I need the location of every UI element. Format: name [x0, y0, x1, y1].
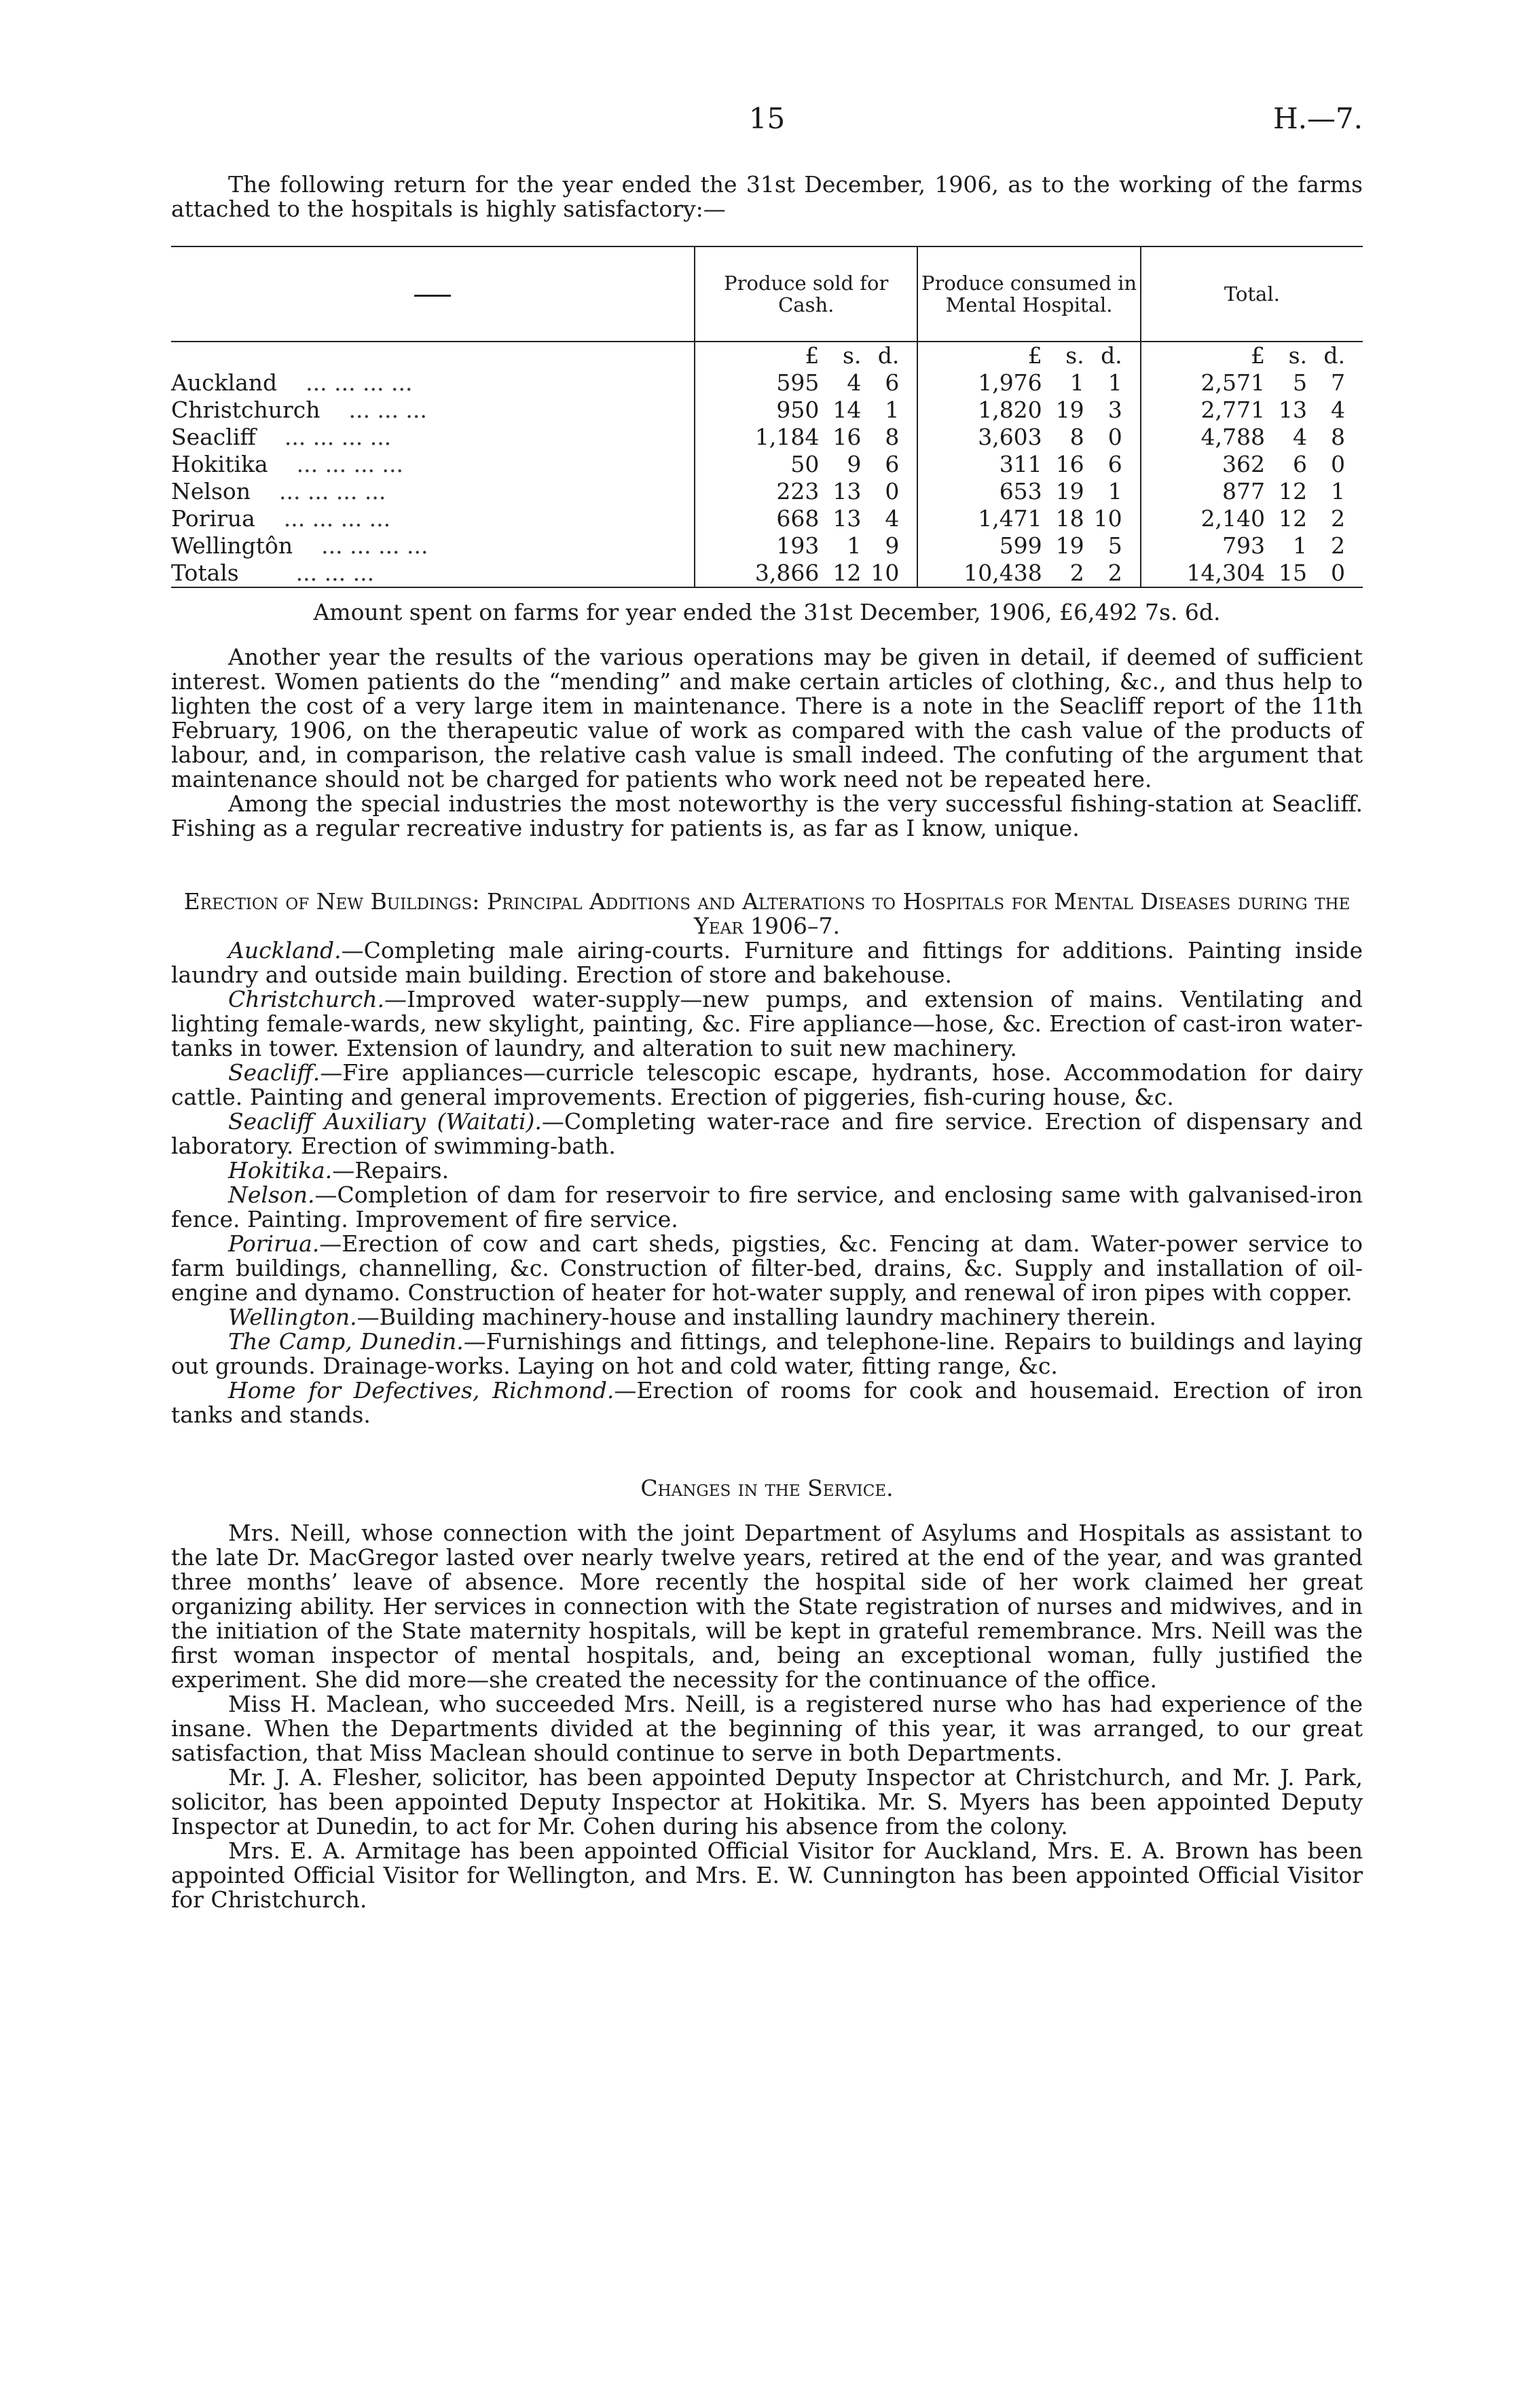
- cell-pounds: 14,304: [1186, 560, 1265, 586]
- cell-pounds: 3,866: [754, 560, 820, 586]
- erection-item: [171, 987, 1363, 1061]
- table-row: [171, 478, 1363, 505]
- unit-pounds: £: [1027, 342, 1042, 369]
- cell-pence: 0: [885, 478, 900, 505]
- cell-shillings: 19: [1055, 478, 1084, 505]
- leader-dots: ... ... ...: [295, 560, 375, 586]
- erection-place: Christchurch.: [228, 986, 385, 1012]
- col-header-total: Total.: [1141, 246, 1363, 342]
- cell-pounds: 10,438: [964, 560, 1042, 586]
- leader-dots: ... ... ... ...: [306, 369, 413, 396]
- cell-pounds: 3,603: [978, 424, 1042, 450]
- leader-dots: ... ... ... ...: [296, 451, 404, 477]
- erection-item: [171, 1232, 1363, 1305]
- erection-item: [171, 1110, 1363, 1158]
- erection-place: Wellington.: [228, 1304, 357, 1330]
- cell-pounds: 2,571: [1200, 369, 1265, 396]
- row-name: Porirua: [171, 505, 255, 532]
- cell-shillings: 9: [847, 451, 862, 477]
- table-row: [171, 369, 1363, 397]
- cell-shillings: 15: [1279, 560, 1307, 586]
- changes-paragraph: Mrs. E. A. Armitage has been appointed Official Visitor for Auckland, Mrs. E. A. Brown has been appointed Official Visitor for Wellington, and Mrs. E. W. Cunnington has been appointed Official Visitor for Christchurch.: [171, 1837, 1363, 1913]
- cell-shillings: 1: [1069, 369, 1084, 396]
- cell-pence: 4: [885, 505, 900, 532]
- intro-paragraph: The following return for the year ended the 31st December, 1906, as to the working of the farms attached to the hospitals is highly satisfactory:—: [171, 171, 1363, 222]
- cell-pence: 8: [885, 424, 900, 450]
- cell-pounds: 653: [999, 478, 1042, 505]
- cell-shillings: 16: [832, 424, 862, 450]
- cell-shillings: 1: [1293, 532, 1307, 559]
- cell-pounds: 1,820: [978, 397, 1042, 423]
- unit-shillings: s.: [1065, 342, 1084, 369]
- changes-paragraph: Mr. J. A. Flesher, solicitor, has been appointed Deputy Inspector at Christchurch, and Mr. J. Park, solicitor, has been appointed Deputy Inspector at Hokitika. Mr. S. Myers has been appointed Deputy Inspector at Dunedin, to act for Mr. Cohen during his absence from the colony.: [171, 1764, 1363, 1839]
- erection-place: Auckland.: [228, 937, 342, 964]
- cell-shillings: 13: [832, 478, 862, 505]
- header-dash: [414, 295, 451, 297]
- cell-pounds: 793: [1222, 532, 1265, 559]
- erection-text: —Completing water-race and fire service. Erection of dispensary and laboratory. Erection of swimming-bath.: [171, 1108, 1363, 1159]
- cell-pence: 10: [870, 560, 900, 586]
- row-name: Hokitika: [171, 451, 268, 477]
- cell-pence: 9: [885, 532, 900, 559]
- changes-paragraph: Mrs. Neill, whose connection with the joint Department of Asylums and Hospitals as assistant to the late Dr. MacGregor lasted over nearly twelve years, retired at the end of the year, and was granted three months’ leave of absence. More recently the hospital side of her work claimed her great organizing ability. Her services in connection with the State registration of nurses and midwives, and in the initiation of the State maternity hospitals, will be kept in grateful remembrance. Mrs. Neill was the first woman inspector of mental hospitals, and, being an exceptional woman, fully justified the experiment. She did more—she created the necessity for the continuance of the office.: [171, 1520, 1363, 1693]
- cell-pence: 0: [1107, 424, 1122, 450]
- cell-pence: 2: [1107, 560, 1122, 586]
- row-name: Wellingtôn: [171, 532, 293, 559]
- cell-shillings: 13: [1279, 397, 1307, 423]
- table-row: [171, 532, 1363, 560]
- unit-pounds: £: [805, 342, 820, 369]
- document-reference: H.—7.: [1272, 102, 1363, 135]
- cell-pence: 2: [1331, 505, 1345, 532]
- totals-row: [171, 560, 1363, 587]
- unit-shillings: s.: [1288, 342, 1307, 369]
- unit-pounds: £: [1251, 342, 1265, 369]
- document-page: [171, 102, 1363, 1912]
- cell-shillings: 14: [832, 397, 862, 423]
- changes-paragraph: Miss H. Maclean, who succeeded Mrs. Neill, is a registered nurse who has had experience of the insane. When the Departments divided at the beginning of this year, it was arranged, to our great satisfaction, that Miss Maclean should continue to serve in both Departments.: [171, 1691, 1363, 1766]
- cell-pounds: 1,184: [754, 424, 820, 450]
- unit-shillings: s.: [842, 342, 862, 369]
- cell-pence: 1: [885, 397, 900, 423]
- cell-pounds: 362: [1222, 451, 1265, 477]
- erection-item: [171, 1183, 1363, 1232]
- cell-shillings: 18: [1055, 505, 1084, 532]
- col-header-produce-sold: Produce sold for Cash.: [695, 246, 917, 342]
- cell-pounds: 668: [776, 505, 820, 532]
- table-header-blank: [171, 246, 695, 342]
- cell-pence: 6: [885, 451, 900, 477]
- cell-shillings: 12: [1279, 505, 1307, 532]
- cell-pounds: 1,471: [978, 505, 1042, 532]
- erection-place: Nelson.: [228, 1181, 315, 1208]
- erection-text: —Erection of cow and cart sheds, pigsties, &c. Fencing at dam. Water-power service to farm buildings, channelling, &c. Construction of filter-bed, drains, &c. Supply and installation of oil-engine and dynamo. Construction of heater for hot-water supply, and renewal of iron pipes with copper.: [171, 1230, 1363, 1306]
- cell-shillings: 4: [1293, 424, 1307, 450]
- cell-pence: 4: [1331, 397, 1345, 423]
- row-name: Auckland: [171, 369, 278, 396]
- erection-text: —Completing male airing-courts. Furniture and fittings for additions. Painting inside laundry and outside main building. Erection of store and bakehouse.: [171, 937, 1363, 988]
- cell-pounds: 311: [999, 451, 1042, 477]
- table-row: [171, 397, 1363, 424]
- cell-pence: 2: [1331, 532, 1345, 559]
- erection-text: —Erection of rooms for cook and housemaid. Erection of iron tanks and stands.: [171, 1377, 1363, 1428]
- cell-pounds: 2,771: [1200, 397, 1265, 423]
- cell-pounds: 223: [776, 478, 820, 505]
- cell-shillings: 5: [1293, 369, 1307, 396]
- row-name: Seacliff: [171, 424, 256, 450]
- cell-shillings: 13: [832, 505, 862, 532]
- leader-dots: ... ... ... ...: [321, 532, 428, 559]
- changes-list: [171, 1521, 1363, 1912]
- totals-label: Totals: [171, 560, 239, 586]
- erection-text: —Completion of dam for reservoir to fire service, and enclosing same with galvanised-iron fence. Painting. Improvement of fire service.: [171, 1181, 1363, 1232]
- erection-place: Porirua.: [228, 1230, 320, 1257]
- leader-dots: ... ... ... ...: [283, 505, 391, 532]
- leader-dots: ... ... ... ...: [284, 424, 392, 450]
- farm-rows: [171, 369, 1363, 560]
- table-row: [171, 505, 1363, 532]
- cell-shillings: 12: [1279, 478, 1307, 505]
- cell-pounds: 950: [776, 397, 820, 423]
- table-row: [171, 451, 1363, 478]
- erection-item: [171, 1378, 1363, 1427]
- cell-shillings: 19: [1055, 532, 1084, 559]
- cell-pence: 7: [1331, 369, 1345, 396]
- row-name: Nelson: [171, 478, 251, 505]
- cell-pence: 1: [1107, 478, 1122, 505]
- cell-shillings: 12: [832, 560, 862, 586]
- cell-pounds: 193: [776, 532, 820, 559]
- cell-pounds: 599: [999, 532, 1042, 559]
- cell-shillings: 19: [1055, 397, 1084, 423]
- unit-pence: d.: [1323, 342, 1345, 369]
- cell-pounds: 595: [776, 369, 820, 396]
- unit-pence: d.: [1101, 342, 1122, 369]
- amount-spent: Amount spent on farms for year ended the 31st December, 1906, £6,492 7s. 6d.: [313, 599, 1221, 625]
- cell-shillings: 6: [1293, 451, 1307, 477]
- farm-returns-table: [171, 246, 1363, 588]
- page-header: [171, 102, 1363, 149]
- cell-pence: 5: [1107, 532, 1122, 559]
- cell-pence: 1: [1107, 369, 1122, 396]
- erection-place: Seacliff Auxiliary (Waitati).: [228, 1108, 542, 1135]
- erection-heading: Erection of New Buildings: Principal Additions and Alterations to Hospitals for Mental Diseases during the Year 1906–7.: [183, 888, 1351, 939]
- col-header-produce-consumed: Produce consumed in Mental Hospital.: [917, 246, 1140, 342]
- cell-pounds: 2,140: [1200, 505, 1265, 532]
- page-number: 15: [748, 102, 786, 135]
- cell-pence: 0: [1331, 451, 1345, 477]
- cell-pence: 1: [1331, 478, 1345, 505]
- row-name: Christchurch: [171, 397, 320, 423]
- cell-pence: 10: [1093, 505, 1122, 532]
- paragraph-special-industries: Among the special industries the most noteworthy is the very successful fishing-station at Seacliff. Fishing as a regular recreative industry for patients is, as far as I know, unique.: [171, 790, 1363, 841]
- erection-text: —Building machinery-house and installing laundry machinery therein.: [356, 1304, 1156, 1330]
- cell-pounds: 877: [1222, 478, 1265, 505]
- erection-text: —Improved water-supply—new pumps, and extension of mains. Ventilating and lighting female-wards, new skylight, painting, &c. Fire appliance—hose, &c. Erection of cast-iron water-tanks in tower. Extension of laundry, and alteration to suit new machinery.: [171, 986, 1363, 1061]
- changes-heading: Changes in the Service.: [640, 1475, 894, 1501]
- cell-pounds: 50: [790, 451, 820, 477]
- erection-place: Hokitika.: [228, 1157, 333, 1184]
- erection-list: [171, 938, 1363, 1427]
- leader-dots: ... ... ...: [348, 397, 427, 423]
- erection-item: [171, 1305, 1363, 1330]
- leader-dots: ... ... ... ...: [278, 478, 386, 505]
- paragraph-another-year: Another year the results of the various operations may be given in detail, if deemed of sufficient interest. Women patients do the “mending” and make certain articles of clothing, &c., and thus help to lighten the cost of a very large item in maintenance. There is a note in the Seacliff report of the 11th February, 1906, on the therapeutic value of work as compared with the cash value of the products of labour, and, in comparison, the relative cash value is small indeed. The confuting of the argument that maintenance should not be charged for patients who work need not be repeated here.: [171, 644, 1363, 792]
- cell-pounds: 1,976: [978, 369, 1042, 396]
- cell-pence: 8: [1331, 424, 1345, 450]
- erection-item: [171, 1158, 1363, 1183]
- erection-place: Home for Defectives, Richmond.: [228, 1377, 615, 1404]
- cell-pence: 6: [1107, 451, 1122, 477]
- table-row: [171, 424, 1363, 451]
- units-row: [171, 342, 1363, 369]
- cell-shillings: 2: [1069, 560, 1084, 586]
- cell-pence: 0: [1331, 560, 1345, 586]
- erection-text: —Furnishings and fittings, and telephone-line. Repairs to buildings and laying out grounds. Drainage-works. Laying on hot and cold water, fitting range, &c.: [171, 1328, 1363, 1379]
- cell-shillings: 4: [847, 369, 862, 396]
- erection-text: —Repairs.: [332, 1157, 450, 1184]
- cell-shillings: 1: [847, 532, 862, 559]
- erection-text: —Fire appliances—curricle telescopic escape, hydrants, hose. Accommodation for dairy cattle. Painting and general improvements. Erection of piggeries, fish-curing house, &c.: [171, 1059, 1363, 1110]
- units-blank: [171, 342, 695, 369]
- cell-pence: 6: [885, 369, 900, 396]
- cell-shillings: 8: [1069, 424, 1084, 450]
- erection-place: Seacliff.: [228, 1059, 320, 1086]
- unit-pence: d.: [877, 342, 900, 369]
- cell-pence: 3: [1107, 397, 1122, 423]
- cell-pounds: 4,788: [1200, 424, 1265, 450]
- erection-item: [171, 938, 1363, 987]
- erection-item: [171, 1061, 1363, 1110]
- erection-item: [171, 1330, 1363, 1378]
- erection-place: The Camp, Dunedin.: [228, 1328, 464, 1355]
- cell-shillings: 16: [1055, 451, 1084, 477]
